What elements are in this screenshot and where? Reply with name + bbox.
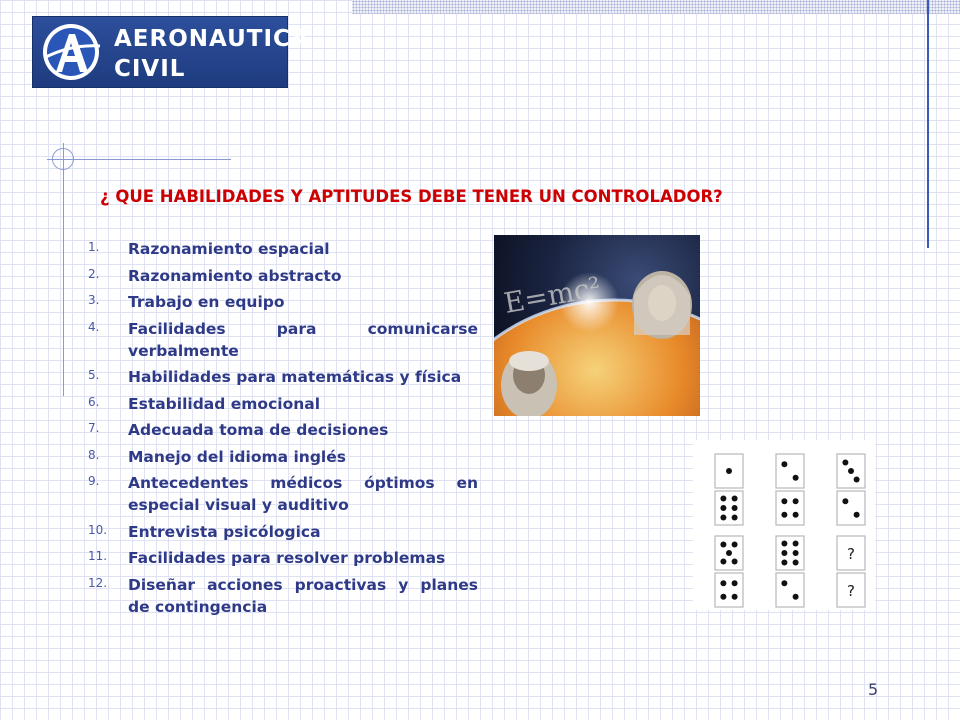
dice-pip	[732, 542, 738, 548]
list-item-number: 8.	[88, 447, 100, 462]
dice-pip	[720, 495, 726, 501]
list-item-text: Trabajo en equipo	[128, 293, 285, 311]
dice-pip	[793, 475, 799, 481]
right-accent-line	[927, 0, 929, 248]
domino-tile	[837, 536, 865, 607]
list-item-text: Facilidades para resolver problemas	[128, 549, 446, 567]
list-item-number: 5.	[88, 368, 100, 382]
dice-pip	[732, 515, 738, 521]
dice-pip	[793, 540, 799, 546]
dice-pip	[720, 580, 726, 586]
list-item-number: 11.	[88, 549, 108, 563]
list-item-number: 3.	[88, 293, 100, 307]
dice-pip	[842, 460, 848, 466]
dice-pip	[720, 515, 726, 521]
domino-face	[776, 454, 804, 488]
dice-pip	[793, 512, 799, 518]
dice-pip	[793, 498, 799, 504]
einstein-portrait-icon	[501, 351, 557, 416]
list-item	[88, 366, 478, 388]
list-item	[88, 393, 478, 415]
domino-tile	[715, 536, 743, 607]
domino-face	[776, 536, 804, 570]
list-item-text: Diseñar acciones proactivas y planes de contingencia	[128, 575, 478, 616]
list-item-number: 2.	[88, 266, 100, 281]
list-item-text: Razonamiento espacial	[128, 240, 330, 258]
dice-pip	[732, 505, 738, 511]
list-item	[88, 265, 478, 287]
domino-tile	[837, 454, 865, 525]
dice-pip	[720, 559, 726, 565]
list-item	[88, 446, 478, 468]
newton-portrait-icon	[632, 271, 692, 339]
dice-pip	[781, 498, 787, 504]
domino-face	[715, 573, 743, 607]
list-item-number: 6.	[88, 394, 100, 409]
list-item-number: 10.	[88, 522, 108, 537]
science-collage-image	[494, 235, 700, 416]
left-accent-line	[63, 160, 64, 396]
logo-a-emblem-icon	[38, 22, 104, 82]
dice-pip	[720, 594, 726, 600]
title-accent-line	[63, 159, 231, 160]
list-item	[88, 419, 478, 441]
domino-face	[837, 491, 865, 525]
crosshair-decoration	[52, 148, 74, 170]
dice-puzzle-graphic	[693, 440, 875, 610]
dice-pip	[732, 580, 738, 586]
list-item-text: Facilidades para comunicarse verbalmente	[128, 319, 478, 360]
top-pattern-band	[352, 0, 960, 14]
unknown-mark: ?	[847, 582, 855, 600]
dice-pip	[842, 498, 848, 504]
dice-pip	[732, 495, 738, 501]
list-item	[88, 318, 478, 362]
list-item	[88, 238, 478, 260]
dice-pip	[781, 580, 787, 586]
dice-pip	[781, 461, 787, 467]
list-item-text: Antecedentes médicos óptimos en especial visual y auditivo	[128, 474, 478, 514]
dice-pip	[726, 468, 732, 474]
domino-tile	[715, 454, 743, 525]
list-item-text: Entrevista psicólogica	[128, 522, 321, 541]
unknown-mark: ?	[847, 545, 855, 563]
logo-text-civil: CIVIL	[114, 56, 186, 82]
list-item-number: 7.	[88, 421, 100, 435]
list-item	[88, 547, 478, 569]
domino-tile	[776, 454, 804, 525]
list-item-number: 1.	[88, 240, 100, 254]
list-item-number: 9.	[88, 474, 100, 488]
science-collage-art	[494, 235, 700, 416]
domino-face	[776, 491, 804, 525]
list-item	[88, 291, 478, 313]
dice-pip	[781, 550, 787, 556]
list-item-text: Estabilidad emocional	[128, 394, 321, 413]
dice-pip	[793, 550, 799, 556]
page-number: 5	[868, 680, 879, 699]
list-item	[88, 574, 478, 618]
list-item	[88, 472, 478, 516]
list-item-text: Habilidades para matemáticas y física	[128, 368, 462, 386]
slide-title: ¿ QUE HABILIDADES Y APTITUDES DEBE TENER UN CONTROLADOR?	[100, 187, 723, 206]
dice-pip	[720, 542, 726, 548]
aeronautica-civil-logo	[32, 16, 310, 88]
dice-pip	[781, 512, 787, 518]
dice-pip	[793, 594, 799, 600]
domino-face	[776, 573, 804, 607]
dice-sequence-puzzle	[693, 440, 875, 610]
list-item-text: Razonamiento abstracto	[128, 266, 342, 285]
list-item-text: Manejo del idioma inglés	[128, 447, 346, 466]
dice-pip	[726, 550, 732, 556]
formula-text: E=mc²	[501, 270, 604, 320]
dice-pip	[781, 540, 787, 546]
domino-tile	[776, 536, 804, 607]
dice-pip	[732, 559, 738, 565]
dice-pip	[781, 560, 787, 566]
list-item-number: 4.	[88, 319, 100, 334]
list-item-number: 12.	[88, 575, 108, 590]
dice-pip	[854, 512, 860, 518]
dice-pip	[720, 505, 726, 511]
dice-pip	[854, 477, 860, 483]
dice-pip	[793, 560, 799, 566]
logo-text-aeronautica: AERONAUTICA	[114, 26, 310, 52]
skills-list	[88, 238, 478, 622]
dice-pip	[732, 594, 738, 600]
list-item	[88, 521, 478, 543]
dice-pip	[848, 468, 854, 474]
list-item-text: Adecuada toma de decisiones	[128, 421, 389, 439]
domino-face	[715, 491, 743, 525]
